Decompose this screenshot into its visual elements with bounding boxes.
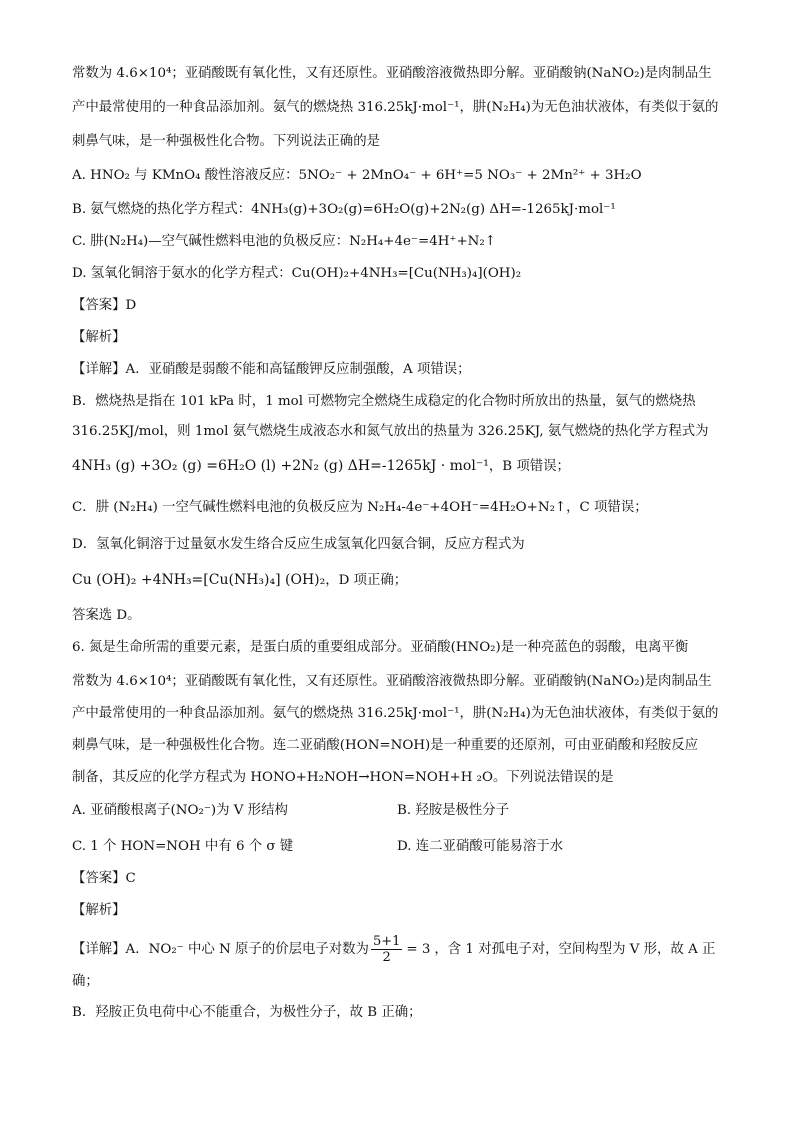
q5-stem-line-3: 刺鼻气味，是一种强极性化合物。下列说法正确的是: [72, 134, 380, 149]
q6-option-a: A. 亚硝酸根离子(NO₂⁻)为 V 形结构: [72, 803, 288, 818]
q5-option-d: D. 氢氧化铜溶于氨水的化学方程式：Cu(OH)₂+4NH₃=[Cu(NH₃)₄](OH)₂: [72, 266, 522, 281]
q6-electron-pair-fraction: [371, 934, 402, 965]
fraction-result: = 3: [406, 942, 431, 957]
q6-answer: 【答案】C: [72, 871, 136, 886]
fraction-denominator: 2: [382, 950, 391, 965]
q5-detail-c: C．肼 (N₂H₄) 一空气碱性燃料电池的负极反应为 N₂H₄-4e⁻+4OH⁻=4H₂O+N₂↑，C 项错误；: [72, 500, 648, 515]
q6-detail-a-line-2: 确；: [72, 974, 99, 989]
q5-detail-b-line-2: 316.25KJ/mol，则 1mol 氨气燃烧生成液态水和氮气放出的热量为 326.25KJ, 氨气燃烧的热化学方程式为: [72, 424, 709, 439]
q5-answer: 【答案】D: [72, 298, 137, 313]
q6-detail-a-line-1: [72, 934, 734, 965]
q6-analysis-heading: 【解析】: [72, 903, 126, 918]
q5-thermochemical-equation: 4NH₃ (g) +3O₂ (g) =6H₂O (l) +2N₂ (g) ΔH=-1265kJ · mol⁻¹: [72, 458, 489, 474]
q5-detail-d-verdict: ，D 项正确；: [325, 573, 408, 588]
q5-complexation-equation: Cu (OH)₂ +4NH₃=[Cu(NH₃)₄] (OH)₂: [72, 572, 326, 588]
q6-detail-b: B．羟胺正负电荷中心不能重合，为极性分子，故 B 正确；: [72, 1005, 422, 1020]
q5-option-c: C. 肼(N₂H₄)—空气碱性燃料电池的负极反应：N₂H₄+4e⁻=4H⁺+N₂↑: [72, 234, 496, 249]
q6-stem-line-4: 刺鼻气味，是一种强极性化合物。连二亚硝酸(HON=NOH)是一种重要的还原剂，可由亚硝酸和羟胺反应: [72, 738, 699, 753]
q6-stem-line-2: 常数为 4.6×10⁴；亚硝酸既有氧化性，又有还原性。亚硝酸溶液微热即分解。亚硝酸钠(NaNO₂)是肉制品生: [72, 674, 712, 689]
fraction-numerator: 5+1: [372, 934, 401, 949]
q5-option-a: A. HNO₂ 与 KMnO₄ 酸性溶液反应：5NO₂⁻ + 2MnO₄⁻ + 6H⁺=5 NO₃⁻ + 2Mn²⁺ + 3H₂O: [72, 168, 642, 183]
q5-detail-b-line-3: [72, 456, 734, 477]
q6-option-d: D. 连二亚硝酸可能易溶于水: [397, 839, 564, 854]
q6-stem-line-3: 产中最常使用的一种食品添加剂。氨气的燃烧热 316.25kJ·mol⁻¹，肼(N₂H₄)为无色油状液体，有类似于氨的: [72, 706, 719, 721]
q6-detail-a-suffix: ，含 1 对孤电子对，空间构型为 V 形，故 A 正: [434, 942, 716, 957]
q6-stem-line-5: 制备，其反应的化学方程式为 HONO+H₂NOH→HON=NOH+H ₂O。下列说法错误的是: [72, 770, 614, 785]
q6-detail-a-prefix: 【详解】A．NO₂⁻ 中心 N 原子的价层电子对数为: [72, 942, 369, 957]
q5-detail-d-line-2: [72, 570, 734, 591]
q6-option-b: B. 羟胺是极性分子: [397, 803, 510, 818]
q5-detail-b-verdict: ，B 项错误；: [488, 459, 570, 474]
q5-conclusion: 答案选 D。: [72, 608, 141, 623]
q5-detail-b-line-1: B．燃烧热是指在 101 kPa 时，1 mol 可燃物完全燃烧生成稳定的化合物时所放出的热量，氨气的燃烧热: [72, 394, 696, 409]
q5-detail-a: 【详解】A．亚硝酸是弱酸不能和高锰酸钾反应制强酸，A 项错误；: [72, 362, 471, 377]
q5-stem-line-2: 产中最常使用的一种食品添加剂。氨气的燃烧热 316.25kJ·mol⁻¹，肼(N₂H₄)为无色油状液体，有类似于氨的: [72, 100, 719, 115]
q6-stem-line-1: 6. 氮是生命所需的重要元素，是蛋白质的重要组成部分。亚硝酸(HNO₂)是一种亮蓝色的弱酸，电离平衡: [72, 640, 689, 655]
q6-option-c: C. 1 个 HON=NOH 中有 6 个 σ 键: [72, 839, 294, 854]
q5-detail-d-line-1: D．氢氧化铜溶于过量氨水发生络合反应生成氢氧化四氨合铜，反应方程式为: [72, 537, 525, 552]
q5-option-b: B. 氨气燃烧的热化学方程式：4NH₃(g)+3O₂(g)=6H₂O(g)+2N₂(g) ΔH=-1265kJ·mol⁻¹: [72, 202, 616, 217]
q5-stem-line-1: 常数为 4.6×10⁴；亚硝酸既有氧化性，又有还原性。亚硝酸溶液微热即分解。亚硝酸钠(NaNO₂)是肉制品生: [72, 66, 712, 81]
q5-analysis-heading: 【解析】: [72, 330, 126, 345]
